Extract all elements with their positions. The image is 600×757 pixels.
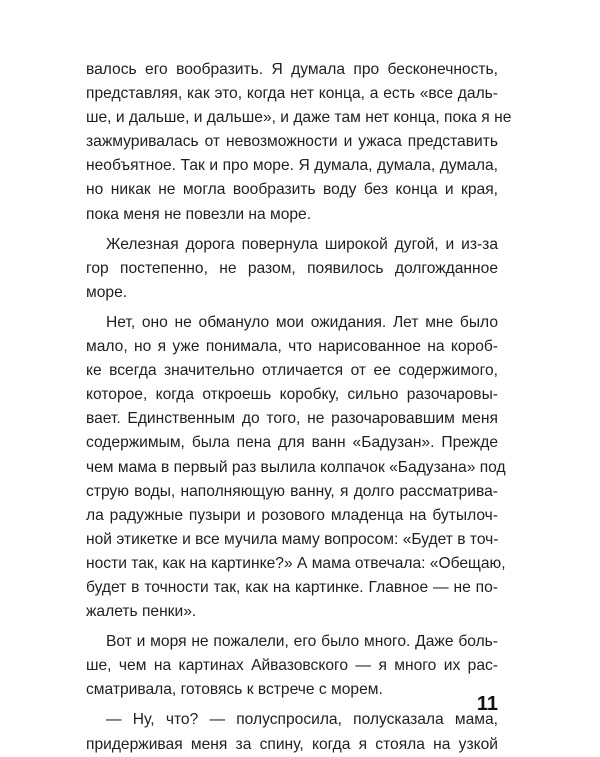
text-line: — Ну, что? — полуспросила, полусказала мама, bbox=[106, 711, 498, 729]
text-line: чем мама в первый раз вылила колпачок «Бадузана» под bbox=[86, 458, 506, 476]
paragraph bbox=[86, 630, 498, 702]
text-line: мало, но я уже понимала, что нарисованное на короб- bbox=[86, 338, 498, 356]
text-line: Железная дорога повернула широкой дугой, и из-за bbox=[106, 235, 498, 253]
text-line: струю воды, наполняющую ванну, я долго рассматрива- bbox=[86, 482, 498, 500]
paragraph bbox=[86, 311, 506, 624]
page-number: 11 bbox=[476, 693, 498, 715]
paragraph bbox=[86, 233, 498, 305]
text-line: Нет, оно не обмануло мои ожидания. Лет мне было bbox=[106, 313, 498, 331]
text-line: необъятное. Так и про море. Я думала, думала, думала, bbox=[86, 157, 498, 175]
text-line: море. bbox=[86, 283, 128, 301]
text-line: ности так, как на картинке?» А мама отвечала: «Обещаю, bbox=[86, 554, 506, 572]
text-line: представляя, как это, когда нет конца, а есть «все даль- bbox=[86, 85, 498, 103]
text-line: ной этикетке и все мучила маму вопросом: «Будет в точ- bbox=[86, 530, 499, 548]
text-line: ла радужные пузыри и розового младенца на бутылоч- bbox=[86, 506, 498, 524]
text-line: валось его вообразить. Я думала про бесконечность, bbox=[86, 61, 498, 78]
text-line: жалеть пенки». bbox=[86, 603, 197, 621]
text-line: Вот и моря не пожалели, его было много. Даже боль- bbox=[106, 633, 498, 651]
text-line: содержимым, была пена для ванн «Бадузан». Прежде bbox=[86, 434, 498, 452]
text-line: сматривала, готовясь к встрече с морем. bbox=[86, 681, 383, 699]
text-line: гор постепенно, не разом, появилось долгожданное bbox=[86, 259, 498, 277]
paragraph bbox=[86, 58, 512, 227]
body-text bbox=[86, 58, 512, 757]
text-line: ше, и дальше, и дальше», и даже там нет конца, пока я не bbox=[86, 109, 512, 127]
text-line: зажмуривалась от невозможности и ужаса представить bbox=[86, 133, 498, 151]
text-line: будет в точности так, как на картинке. Главное — не по- bbox=[86, 578, 498, 596]
text-line: но никак не могла вообразить воду без конца и края, bbox=[86, 181, 498, 199]
text-line: ше, чем на картинах Айвазовского — я много их рас- bbox=[86, 657, 498, 675]
text-line: ке всегда значительно отличается от ее содержимого, bbox=[86, 362, 498, 380]
paragraph bbox=[86, 708, 498, 756]
text-line: которое, когда откроешь коробку, сильно разочаровы- bbox=[86, 386, 498, 404]
text-line: придерживая меня за спину, когда я стояла на узкой bbox=[86, 735, 498, 753]
text-line: вает. Единственным до того, не разочаровавшим меня bbox=[86, 410, 498, 428]
text-line: пока меня не повезли на море. bbox=[86, 205, 312, 223]
